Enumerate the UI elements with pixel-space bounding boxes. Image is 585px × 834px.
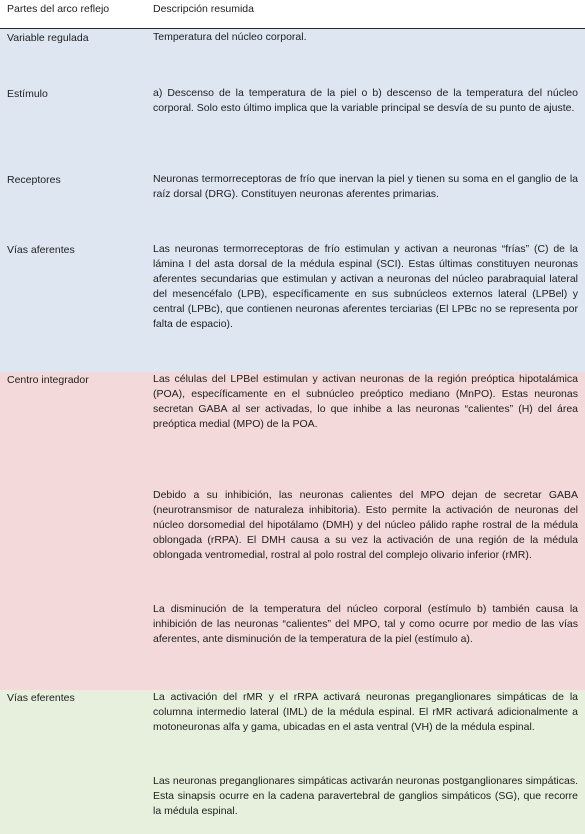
row-description-2: Debido a su inhibición, las neuronas calientes del MPO dejan de secretar GABA (neurotransmisor de naturaleza inhibitoria). Esto permite la activación de neuronas del núcleo dorsomedial del hipotálamo (DMH) y del núcleo pálido raphe rostral de la médula oblongada (rRPA). El DMH causa a su vez la activación de una región de la médula oblongada ventromedial, rostral al polo rostral del complejo olivario inferior (rMR). (153, 489, 578, 561)
table-row-estimulo (0, 84, 585, 172)
table-row-receptores (0, 172, 585, 242)
row-description: Temperatura del núcleo corporal. (153, 31, 307, 43)
row-label: Variable regulada (7, 32, 89, 44)
row-label: Receptores (7, 174, 61, 186)
table-row-variable-regulada (0, 29, 585, 84)
row-description-1: Las células del LPBel estimulan y activan neuronas de la región preóptica hipotalámica (POA), específicamente en el subnúcleo preóptico mediano (MnPO). Estas neuronas secretan GABA al ser activadas, lo que inhibe a las neuronas “calientes” (H) del área preóptica medial (MPO) de la POA. (153, 373, 578, 430)
table-row-vias-aferentes (0, 242, 585, 372)
row-description: Neuronas termorreceptoras de frío que inervan la piel y tienen su soma en el ganglio de la raíz dorsal (DRG). Constituyen neuronas aferentes primarias. (153, 173, 578, 200)
table-row-centro-integrador (0, 372, 585, 690)
row-label: Vías eferentes (7, 692, 75, 704)
table-row-vias-eferentes (0, 690, 585, 834)
row-description-1: La activación del rMR y el rRPA activará neuronas preganglionares simpáticas de la columna intermedio lateral (IML) de la médula espinal. El rMR activará adicionalmente a motoneuronas alfa y gama, ubicadas en el asta ventral (VH) de la médula espinal. (153, 691, 578, 733)
row-description-2: Las neuronas preganglionares simpáticas activarán neuronas postganglionares simpáticas. Esta sinapsis ocurre en la cadena paravertebral de ganglios simpáticos (SG), que recorre la médula espinal. (153, 775, 578, 817)
column-header-description: Descripción resumida (153, 3, 254, 15)
row-description-3: La disminución de la temperatura del núcleo corporal (estímulo b) también causa la inhibición de las neuronas “calientes” del MPO, tal y como ocurre por medio de las vías aferentes, ante disminución de la temperatura de la piel (estímulo a). (153, 603, 578, 645)
table-header (0, 0, 585, 29)
row-label: Estímulo (7, 88, 48, 100)
row-label: Centro integrador (7, 374, 89, 386)
row-description: Las neuronas termorreceptoras de frío estimulan y activan a neuronas “frías” (C) de la lámina I del asta dorsal de la médula espinal (SCI). Estas últimas constituyen neuronas aferentes secundarias que estimulan y activan a neuronas del núcleo parabraquial lateral del mesencéfalo (LPB), específicamente en sus subnúcleos externos lateral (LPBel) y central (LPBc), que contienen neuronas aferentes terciarias (El LPBc no se representa por falta de espacio). (153, 243, 578, 330)
row-description: a) Descenso de la temperatura de la piel o b) descenso de la temperatura del núcleo corporal. Solo esto último implica que la variable principal se desvía de su punto de ajuste. (153, 87, 578, 114)
column-header-parts: Partes del arco reflejo (7, 3, 110, 15)
row-label: Vías aferentes (7, 244, 75, 256)
